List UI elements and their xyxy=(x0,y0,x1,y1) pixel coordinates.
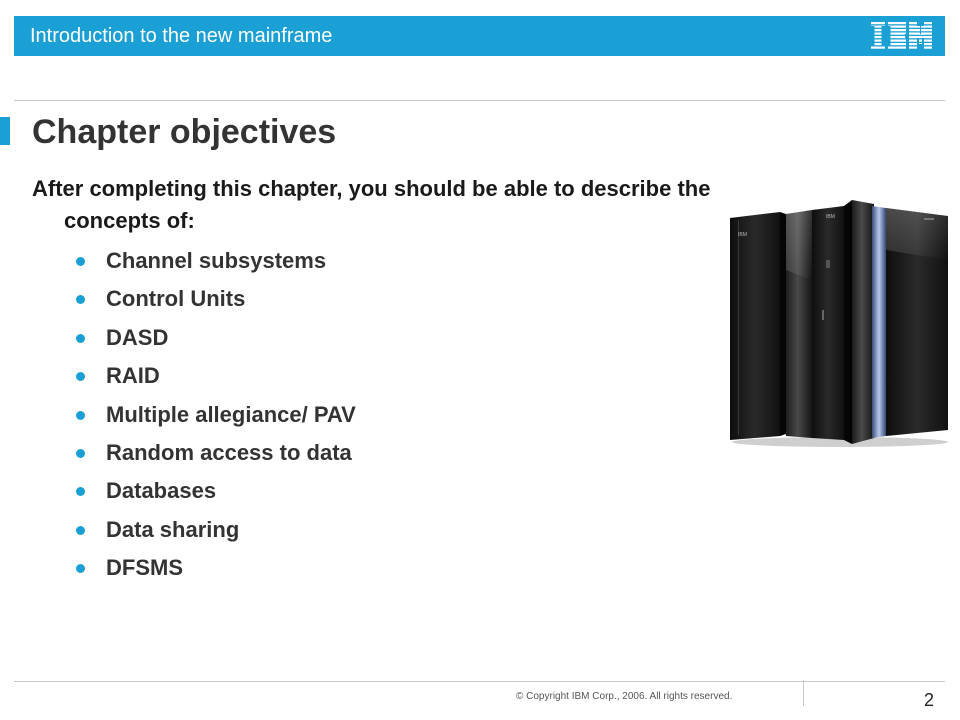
bullet-icon xyxy=(76,449,85,458)
bullet-icon xyxy=(76,372,85,381)
header-bar xyxy=(14,16,945,56)
top-rule xyxy=(14,100,945,101)
header-title: Introduction to the new mainframe xyxy=(30,25,333,47)
bullet-icon xyxy=(76,526,85,535)
intro-text: After completing this chapter, you should be able to describe the concepts of: xyxy=(32,176,711,233)
objective-label: Random access to data xyxy=(106,439,352,465)
mainframe-server-image xyxy=(728,200,950,450)
list-item xyxy=(76,357,356,395)
bullet-icon xyxy=(76,564,85,573)
objective-label: Channel subsystems xyxy=(106,248,327,273)
list-item xyxy=(76,242,356,280)
bottom-rule xyxy=(14,681,945,682)
bullet-icon xyxy=(76,295,85,304)
objective-label: Control Units xyxy=(106,286,246,312)
list-item xyxy=(76,549,356,587)
objective-label: DASD xyxy=(106,324,169,350)
slide-title: Chapter objectives xyxy=(32,113,337,151)
list-item xyxy=(76,319,356,357)
page-number: 2 xyxy=(924,690,935,710)
list-item xyxy=(76,511,356,549)
bullet-icon xyxy=(76,411,85,420)
title-accent-marker xyxy=(0,117,10,145)
footer-divider xyxy=(803,680,804,706)
list-item xyxy=(76,280,356,318)
ibm-logo xyxy=(871,22,932,50)
objective-label: Databases xyxy=(106,478,217,504)
cabinet-logo-text: IBM xyxy=(738,232,747,238)
bullet-icon xyxy=(76,257,85,266)
bullet-icon xyxy=(76,487,85,496)
objective-label: Data sharing xyxy=(106,516,240,542)
objective-label: Multiple allegiance/ PAV xyxy=(106,401,356,427)
cabinet-logo-text: IBM xyxy=(826,214,835,220)
copyright-text: © Copyright IBM Corp., 2006. All rights reserved. xyxy=(516,691,733,702)
objective-label: DFSMS xyxy=(106,555,183,581)
objective-label: RAID xyxy=(106,363,160,389)
list-item xyxy=(76,434,356,472)
bullet-icon xyxy=(76,334,85,343)
list-item xyxy=(76,396,356,434)
list-item xyxy=(76,472,356,510)
objectives-list xyxy=(76,242,356,588)
